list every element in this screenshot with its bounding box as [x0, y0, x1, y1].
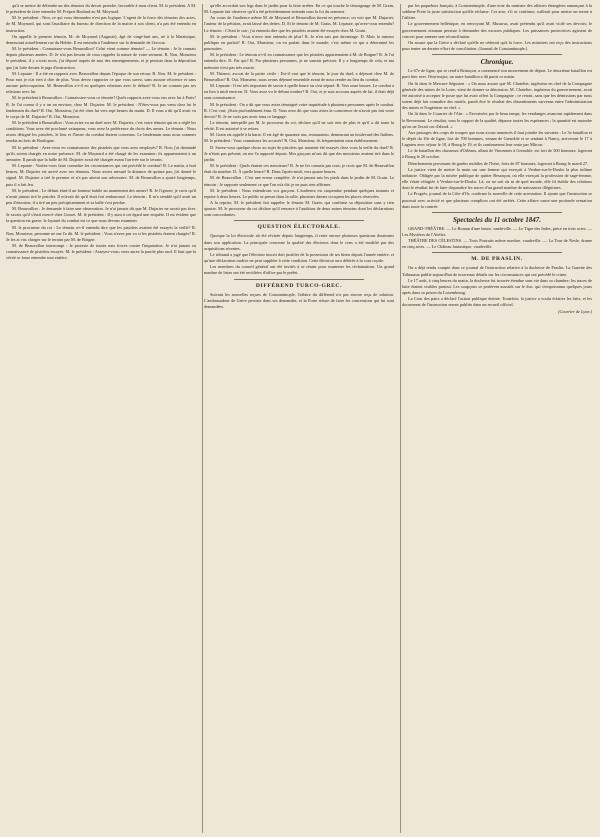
paragraph: qu'elle accordait son legs dans le jardin pour la faire arrêter. En ce qui touche le témoignage de M. Grain, M. Lepaute fait observer qu'il a été précédemment entendu sous la foi du serment.	[204, 3, 394, 15]
column-middle-text	[204, 3, 394, 310]
column-right-text	[402, 3, 592, 315]
paragraph: Au cours de l'audience même M. de Meynard et Beauvallon furent en présence; on voit que M. Dujarier, l'auteur de la pétition, avait laissé des dettes. D. Et le témoin de M. Grain, M. Lepaute, qu'avez-vous entendu? Le témoin : C'était le soir; j'ai entendu dire que les pistolets avaient été essayés chez M. Grain.	[204, 15, 394, 33]
paragraph: M. le président : Le témoin a-t-il eu connaissance que les pistolets appartenaient à M. de Boigne? R. Je l'ai entendu dire. D. Par qui? R. Par plusieurs personnes, je ne saurais préciser. Il y a longtemps de cela, et ma mémoire n'est pas très exacte.	[204, 52, 394, 70]
paragraph: M. Grain est appelé à la barre. Il est âgé de quarante ans, restaurateur, demeurant au boulevard des Italiens. M. le président : Vous connaissez les accusés? R. Oui, Monsieur, ils fréquentaient mon établissement.	[204, 132, 394, 144]
paragraph: Le 17 août, à cinq heures du matin, la duchesse fut trouvée étendue sans vie dans sa chambre; les traces de lutte étaient visibles partout. Les soupçons se portèrent aussitôt sur le duc, qui s'empoisonna quelques jours après dans sa prison du Luxembourg.	[402, 277, 592, 296]
paragraph: M. le président : Connaissez-vous Beauvallon? Celui vient comme témoin? — Le témoin : Je le connais depuis plusieurs années. D. Je n'ai pas besoin de vous rappeler la nature de votre serment. R. Non, Monsieur le président, il y a trois mois, j'ai déposé auprès de moi des renseignements, et je persiste dans la déposition que j'ai faite devant le juge d'instruction.	[6, 46, 196, 70]
paragraph: M. le président : Nous entendrons vos garçons. L'audience est suspendue pendant quelques instants et reprise à deux heures. Le public se presse dans la salle; plusieurs dames occupent les places réservées.	[204, 187, 394, 199]
paragraph: A la reprise, M. le président fait rappeler le témoin M. Grain, qui confirme sa déposition sans y rien ajouter. M. le procureur du roi déclare qu'il renonce à l'audition de deux autres témoins dont les déclarations sont concordantes.	[204, 200, 394, 218]
column-left-text	[6, 3, 196, 262]
paragraph: On assure que la Grèce a déclaré qu'elle ne céderait qu'à la force. Les ministres ont reçu des instructions pour tenter un dernier effort de conciliation. (Journal de Constantinople.)	[402, 39, 592, 52]
paragraph: par les paquebots français, à Constantinople, d'une note du ministre des affaires étrangères annonçant à la sublime Porte la juste satisfaction qu'elle réclame. Cet acte, s'il se confirme, suffirait pour mettre un terme à l'affaire.	[402, 3, 592, 21]
paragraph: Le 4e bataillon des chasseurs d'Orléans, allant de Vincennes à Grenoble, est fort de 500 hommes, logeront à Bourg le 20 octobre.	[402, 148, 592, 160]
trial-report	[6, 15, 196, 261]
paragraph: Le témoin, interpellé par M. le procureur du roi, déclare qu'il ne sait rien de plus et qu'il a dit toute la vérité. Il est autorisé à se retirer.	[204, 119, 394, 132]
paragraph: Aux passages des corps de troupes que nous avons annoncés il faut joindre les suivants : Le 3e bataillon et le dépôt du 10e de ligne, fort de 700 hommes, venant de Grenoble et se rendant à Nancy, arriveront le 17 à Lagnieu avec séjour le 18, à Bourg le 19, et ils continueront leur route par Mâcon.	[402, 129, 592, 148]
paragraph: M. le président : Non, ce qui vous demandez n'est pas logique. L'agent de la force des témoins des actes, de M. Moynard, qui sont l'auxiliaire du bureau de direction de la mairie à son client, n'a pas été entendu en instruction.	[6, 15, 196, 33]
section-divider	[432, 212, 562, 213]
spectacles-title: Spectacles du 11 octobre 1847.	[452, 215, 542, 224]
column-divider	[400, 4, 401, 833]
section-title-praslin: M. DE PRASLIN.	[471, 256, 523, 263]
paragraph: M. le président à Beauvallon : Connaissiez-vous ce témoin? Quels rapports avez-vous eus avec lui à Paris? R. Je l'ai connu il y a un an environ, chez M. Dujarier. M. le président : N'êtes-vous pas venu chez lui le lendemain du duel? R. Oui, Monsieur, j'ai été chez lui vers sept heures du matin. D. Il vous a dit qu'il avait vu le corps de M. Dujarier? R. Oui, Monsieur.	[6, 95, 196, 119]
paragraph: M. le président à Beauvallon : Vous aviez eu un duel avec M. Dujarier; c'est votre témoin qui en a réglé les conditions. Vous avez été proclamé vainqueur, vous avez la préférence du choix des armes. Le témoin : Nous avons désigné les pistolets, le lieu et l'heure du combat étaient convenus. Le lendemain nous nous sommes rendus au bois de Boulogne.	[6, 119, 196, 144]
chronique-title: Chronique.	[480, 58, 514, 67]
section-divider	[234, 220, 364, 221]
paragraph: On lit dans le Mercure Ségusien : « On nous assure que M. Chatelier, ingénieur en chef de la Compagnie générale des mines de la Loire, vient de donner sa démission. M. Chatelier, ingénieur du gouvernement, avait été autorisé à accepter le poste que lui avait offert la Compagnie ; ce retrait, sans que les démissions par nous soient déjà fait connaître des motifs, paraît être le résultat des dissentiments survenus entre l'administration des mines et l'ingénieur en chef. »	[402, 80, 592, 111]
paragraph: M. le président : On a dit que vous aviez témoigné votre inquiétude à plusieurs personnes après le combat. R. C'est vrai; j'étais profondément ému. D. Vous avez dit que vous aviez la conscience de n'avoir pas fait votre devoir? R. Je ne crois pas avoir tenu ce langage.	[204, 101, 394, 119]
paragraph: On appelle le premier témoin, M. de Moynard (Auguste), âgé de vingt-huit ans, né à la Martinique, demeurant actuellement rue du Helder. Il est entendu à l'audience sur la demande de l'avocat.	[6, 33, 196, 45]
paragraph: La Cour des pairs a déclaré l'action publique éteinte. Toutefois, la justice a voulu éclairer les faits, et les documents de l'instruction seront publiés dans un recueil officiel.	[402, 296, 592, 308]
paragraph: Le Progrès, journal de la Côte-d'Or, confirme la nouvelle de cette arrestation. Il ajoute que l'instruction se poursuit avec activité et que plusieurs complices ont été arrêtés. Cette affaire cause une profonde sensation dans toute la contrée.	[402, 191, 592, 209]
paragraph: D. Savez-vous quelque chose au sujet de pistolets qui auraient été essayés chez vous la veille du duel? R. Je n'étais pas présent; on me l'a rapporté depuis. Mes garçons m'ont dit que des messieurs avaient tiré dans le jardin.	[204, 144, 394, 162]
paragraph: M. Lepaute : Il est très important de savoir à quelle heure on s'est séparé. R. Vers onze heures. Le combat a eu lieu à midi environ. D. Vous avez vu le défunt tomber? R. Oui, et je suis accouru auprès de lui, il était déjà sans connaissance.	[204, 83, 394, 101]
section-divider	[432, 54, 562, 55]
paragraph: M. de Beauvallon interrompt : Je proteste de toutes mes forces contre l'imputation. Je n'ai jamais eu connaissance de pistolets essayés. M. le président : Asseyez-vous; vous aurez la parole plus tard. Il faut que la vérité se fasse entendre tout entière.	[6, 243, 196, 261]
paragraph: M. Beauvallon : Je demande à faire une observation. Je n'ai jamais dit que M. Dujarier ne savait pas tirer. Je savais qu'il s'était exercé chez Gosset. M. le président : Il y aura à cet égard une enquête. Il est évident que la question est grave; la loyauté du combat est ce que nous devons examiner.	[6, 206, 196, 224]
paragraph: M. Lepaute : Il a été en rapports avec Beauvallon depuis l'époque de son retour. R. Non. M. le président : Pour moi je n'ai rien à dire de plus. Vous devez rapporter ce que vous savez, sans aucune réticence et sans aucune préoccupation. M. Beauvallon a-t-il eu quelques relations avec le défunt? R. Je ne connais pas ses relations avec lui.	[6, 70, 196, 95]
paragraph: Le 67e de ligne, qui se rend à Briançon, a commencé son mouvement de départ. Le deuxième bataillon est parti hier avec l'état-major; un autre bataillon a dû partir ce matin.	[402, 68, 592, 80]
paragraph: Détachements provenant de gardes mobiles de l'Isère, forts de 87 hommes, logeront à Bourg le mardi 27.	[408, 160, 589, 166]
paragraph: M. le président : Avez-vous eu connaissance des pistolets que vous avez employés? R. Non; j'ai demandé qu'ils soient chargés en notre présence. M. de Moynard a été chargé de les examiner; ils appartenaient à un armurier. Il paraît que la balle de M. Dujarier avait été chargée avant l'arrivée sur le terrain.	[6, 144, 196, 162]
paragraph: M. Lepaute : Voulez-vous faire connaître les circonstances qui ont précédé le combat? R. Le matin, à huit heures, M. Dujarier est arrivé avec ses témoins. Nous avons mesuré la distance de quinze pas; j'ai donné le signal. M. Dujarier a tiré le premier et n'a pas atteint son adversaire. M. de Beauvallon a ajusté longtemps, puis il a fait feu.	[6, 163, 196, 187]
paragraph: Suivant les nouvelles reçues de Constantinople, l'affaire du différend n'a pas encore reçu de solution. L'ambassadeur de Grèce persiste dans ses demandes, et la Porte refuse de faire les concessions qui lui sont demandées.	[204, 291, 394, 309]
paragraph: Les membres du conseil général ont été invités à se réunir pour examiner les réclamations. Un grand nombre de listes ont été rectifiées d'office par le préfet.	[204, 264, 394, 276]
spectacle-listing: THÉÂTRE DES CÉLESTINS. — Trois Portraits même nombre, vaudeville. — La Tour de Nesle, drame en cinq actes. — Le Château fantastique, vaudeville.	[402, 238, 592, 250]
section-divider	[432, 252, 562, 253]
section-title-turco-grec: DIFFÉREND TURCO-GREC.	[255, 282, 343, 289]
paragraph: M. le président : Le défunt était-il un homme habile au maniement des armes? R. Je l'ignore; je crois qu'il n'avait jamais tiré le pistolet. Il m'avait dit qu'il était fort embarrassé. Le témoin : Il m'a semblé qu'il avait un peu d'émotion; il a tiré un peu précipitamment et sa balle s'est perdue.	[6, 187, 196, 205]
paragraph: M. Thienot, avocat de la partie civile : Est-il vrai que le témoin, le jour du duel, a déjeuné chez M. de Beauvallon? R. Oui, Monsieur, nous avons déjeuné ensemble avant de nous rendre au lieu du combat.	[204, 70, 394, 82]
column-divider	[202, 4, 203, 833]
column-right	[402, 3, 592, 833]
paragraph: On lit dans le Courrier de l'Ain : « Favorisées par le beau temps, les vendanges avancent rapidement dans le Revermont. Le résultat, sous le rapport de la qualité, dépasse toutes les espérances ; la quantité est moindre qu'on ne l'avait cru d'abord. »	[402, 111, 592, 129]
paragraph: La justice vient de mettre la main sur une femme qui exerçait à Verdun-sur-le-Doubs la plus infâme industrie. Obligée par la misère publique de quitter Besançon, où elle exerçait la profession de sage-femme, elle s'était réfugiée à Verdun-sur-le-Doubs. Là, on ne sait où ni de quel monde, elle fit établir des relations dont le résultat fut de faire disparaître les traces d'un grand nombre de naissances illégitimes.	[402, 166, 592, 191]
spectacle-listing: GRAND-THÉÂTRE. — Le Roman d'une heure, vaudeville. — Le Tigre des Indes, pièce en trois actes. — Les Mystères de l'Atelier.	[402, 225, 592, 237]
paragraph: Le gouvernement hellénique, en renvoyant M. Musurus, avait prétendu qu'il avait violé ses devoirs; le gouvernement ottoman persiste à demander des excuses publiques. Les puissances protectrices agissent de concert pour amener une réconciliation.	[402, 21, 592, 39]
paragraph: Quoique la loi électorale ait été révisée depuis longtemps, il reste encore plusieurs questions douteuses dans son application. La principale concerne la qualité des électeurs dont le cens a été modifié par des acquisitions récentes.	[204, 233, 394, 251]
paragraph: Le tribunal a jugé que l'électeur inscrit doit justifier de la possession de ses biens depuis l'année entière, et qu'une déclaration tardive ne peut suppléer à cette condition. Cette décision sera déférée à la cour royale.	[204, 251, 394, 264]
source-signature: (Courrier de Lyon.)	[558, 308, 592, 314]
paragraph: M. le président : Quels étaient ces messieurs? R. Je ne les connais pas tous; je crois que M. de Beauvallon était du nombre. D. À quelle heure? R. Dans l'après-midi, vers quatre heures.	[204, 163, 394, 175]
paragraph: On a déjà rendu compte dans ce journal de l'instruction relative à la duchesse de Praslin. La Gazette des Tribunaux publie aujourd'hui de nouveaux détails sur les circonstances qui ont précédé le crime.	[402, 265, 592, 277]
section-title-electorale: QUESTION ÉLECTORALE.	[257, 224, 341, 231]
article-intro: qu'à se mettre de défendre un des témoins du devoir prendre, favorable à mon client. M. le président. A M. le président de faire entendre M. Fréperi Boulard au M. Moynard.	[6, 3, 196, 15]
section-divider	[234, 279, 364, 280]
paragraph: M. de Beauvallon : C'est une erreur complète. Je n'ai jamais mis les pieds dans le jardin de M. Grain. Le témoin : Je rapporte seulement ce que l'on m'a dit; je ne puis rien affirmer.	[204, 175, 394, 187]
column-middle	[204, 3, 394, 833]
column-left	[6, 3, 196, 833]
paragraph: M. le procureur du roi : Le témoin a-t-il entendu dire que les pistolets avaient été essayés la veille? R. Non, Monsieur; personne ne me l'a dit. M. le président : Vous n'avez pas vu si les pistolets étaient chargés? R. Je les ai vus charger sur le terrain par M. de Boigne.	[6, 224, 196, 242]
paragraph: M. le président : Vous n'avez rien entendu de plus? R. Je n'en sais pas davantage. D. Mais la rumeur publique en parlait? R. Oui, Monsieur, on en parlait dans le monde; c'est même ce qui a déterminé les poursuites.	[204, 33, 394, 52]
